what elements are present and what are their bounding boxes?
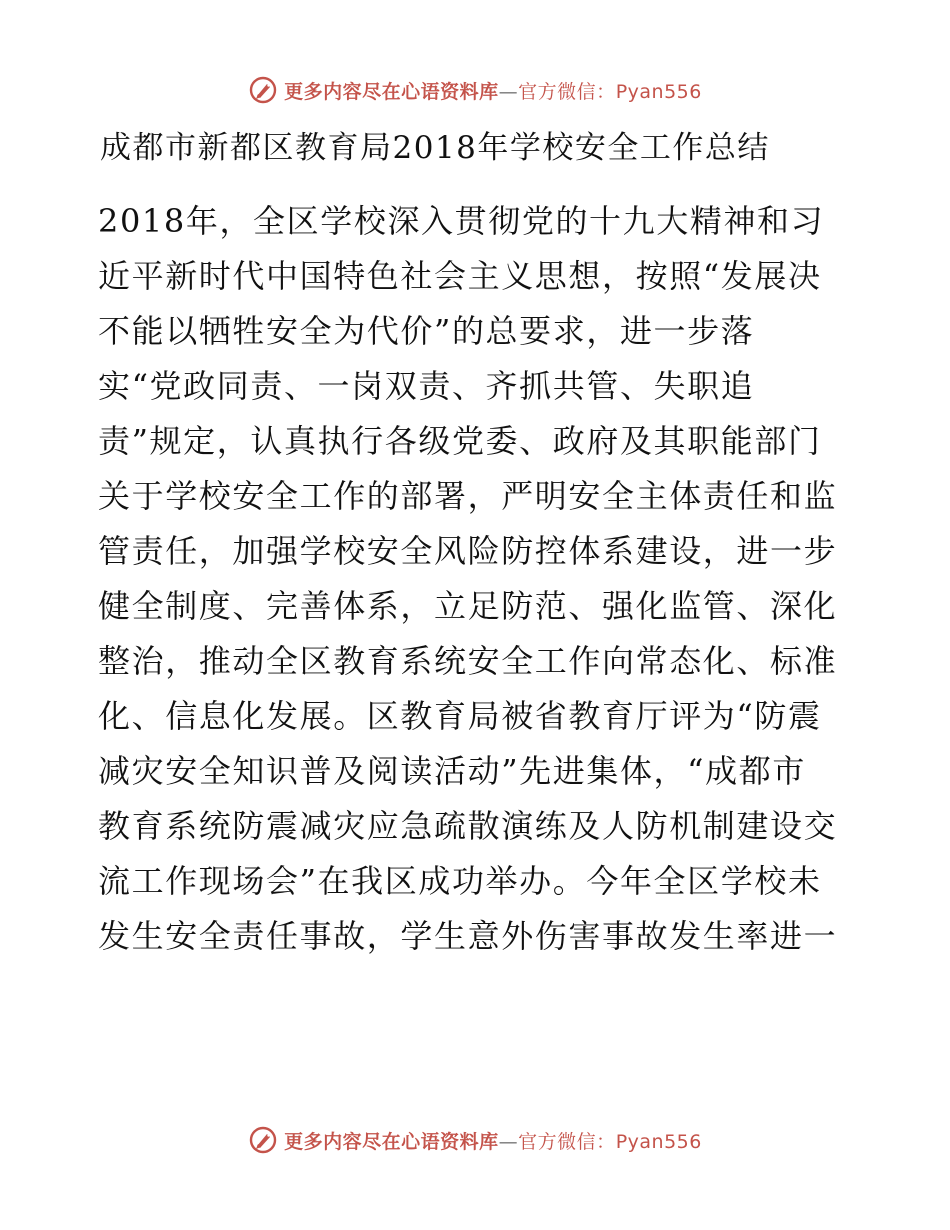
- body-line: 流工作现场会”在我区成功举办。今年全区学校未: [98, 862, 822, 900]
- body-line: 教育系统防震减灾应急疏散演练及人防机制建设交: [98, 807, 838, 845]
- watermark-brand: 更多内容尽在心语资料库: [284, 80, 499, 103]
- watermark-contact-id: Pyan556: [615, 80, 702, 103]
- watermark-contact-label: 官方微信：: [518, 80, 616, 103]
- watermark-separator: —: [498, 1130, 519, 1153]
- watermark-contact-label: 官方微信：: [518, 1130, 616, 1153]
- watermark-brand: 更多内容尽在心语资料库: [284, 1130, 499, 1153]
- watermark-separator: —: [498, 80, 519, 103]
- body-line: 发生安全责任事故，学生意外伤害事故发生率进一: [98, 917, 838, 955]
- watermark-contact-id: Pyan556: [615, 1130, 702, 1153]
- body-line: 责”规定，认真执行各级党委、政府及其职能部门: [98, 422, 822, 460]
- body-line: 健全制度、完善体系，立足防范、强化监管、深化: [98, 587, 838, 625]
- document-body: [98, 194, 850, 964]
- body-line: 减灾安全知识普及阅读活动”先进集体，“成都市: [98, 752, 806, 790]
- pen-logo-icon: [248, 1125, 278, 1155]
- pen-logo-icon: [248, 75, 278, 105]
- body-line: 2018年，全区学校深入贯彻党的十九大精神和习: [98, 202, 825, 240]
- body-line: 关于学校安全工作的部署，严明安全主体责任和监: [98, 477, 838, 515]
- watermark-text: [284, 1127, 702, 1154]
- body-line: 不能以牺牲安全为代价”的总要求，进一步落: [98, 312, 755, 350]
- footer-watermark-banner: [0, 1120, 950, 1160]
- body-line: 化、信息化发展。区教育局被省教育厅评为“防震: [98, 697, 822, 735]
- document-title: 成都市新都区教育局2018年学校安全工作总结: [100, 130, 770, 166]
- body-line: 整治，推动全区教育系统安全工作向常态化、标准: [98, 642, 838, 680]
- watermark-text: [284, 77, 702, 104]
- body-line: 近平新时代中国特色社会主义思想，按照“发展决: [98, 257, 822, 295]
- body-line: 管责任，加强学校安全风险防控体系建设，进一步: [98, 532, 838, 570]
- header-watermark-banner: [0, 70, 950, 110]
- body-line: 实“党政同责、一岗双责、齐抓共管、失职追: [98, 367, 755, 405]
